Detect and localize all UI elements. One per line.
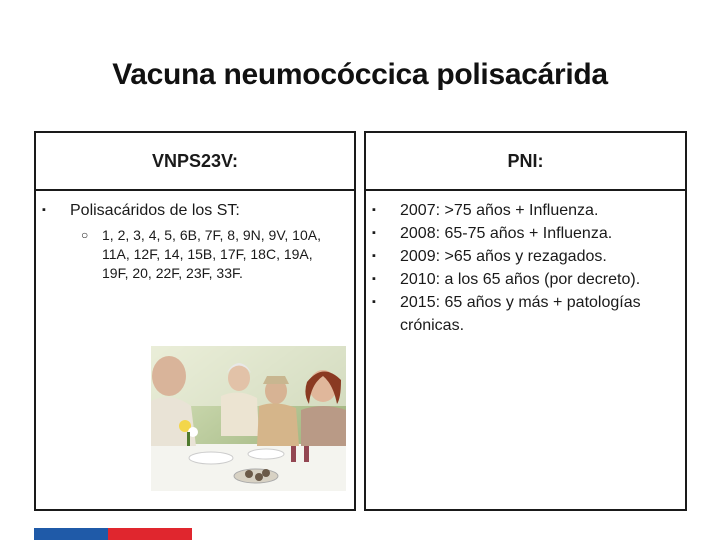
serotype-list-text: 1, 2, 3, 4, 5, 6B, 7F, 8, 9N, 9V, 10A, 11A, 12F, 14, 15B, 17F, 18C, 19A, 19F, 20, 22F, 23F, 33F. [102, 227, 321, 281]
list-item [366, 291, 685, 337]
square-bullet-icon: ▪ [372, 204, 376, 216]
list-item [366, 268, 685, 291]
square-bullet-icon: ▪ [372, 250, 376, 262]
bullet-text: 2007: >75 años + Influenza. [400, 202, 599, 219]
elderly-people-dining-photo [151, 346, 346, 491]
list-item [366, 245, 685, 268]
right-bullet-list [366, 199, 685, 337]
photo-illustration [151, 346, 346, 491]
list-item [36, 199, 354, 283]
sub-list-item [70, 226, 346, 283]
bullet-text: 2015: 65 años y más + patologías crónicas. [400, 294, 641, 334]
right-column [364, 131, 687, 511]
footer-color-bar [34, 528, 192, 540]
list-item [366, 199, 685, 222]
square-bullet-icon: ▪ [372, 227, 376, 239]
footer-bar-blue [34, 528, 108, 540]
list-item [366, 222, 685, 245]
bullet-text: 2010: a los 65 años (por decreto). [400, 271, 641, 288]
footer-bar-red [108, 528, 192, 540]
circle-bullet-icon: ○ [81, 228, 89, 242]
square-bullet-icon: ▪ [372, 296, 376, 308]
left-bullet-list [36, 199, 354, 283]
bullet-text: 2008: 65-75 años + Influenza. [400, 225, 613, 242]
sub-list [70, 226, 346, 283]
right-column-heading: PNI: [366, 133, 685, 191]
slide-title: Vacuna neumocóccica polisacárida [112, 58, 608, 91]
square-bullet-icon: ▪ [42, 204, 46, 216]
bullet-text: Polisacáridos de los ST: [70, 202, 240, 219]
left-column-heading: VNPS23V: [36, 133, 354, 191]
bullet-text: 2009: >65 años y rezagados. [400, 248, 607, 265]
square-bullet-icon: ▪ [372, 273, 376, 285]
